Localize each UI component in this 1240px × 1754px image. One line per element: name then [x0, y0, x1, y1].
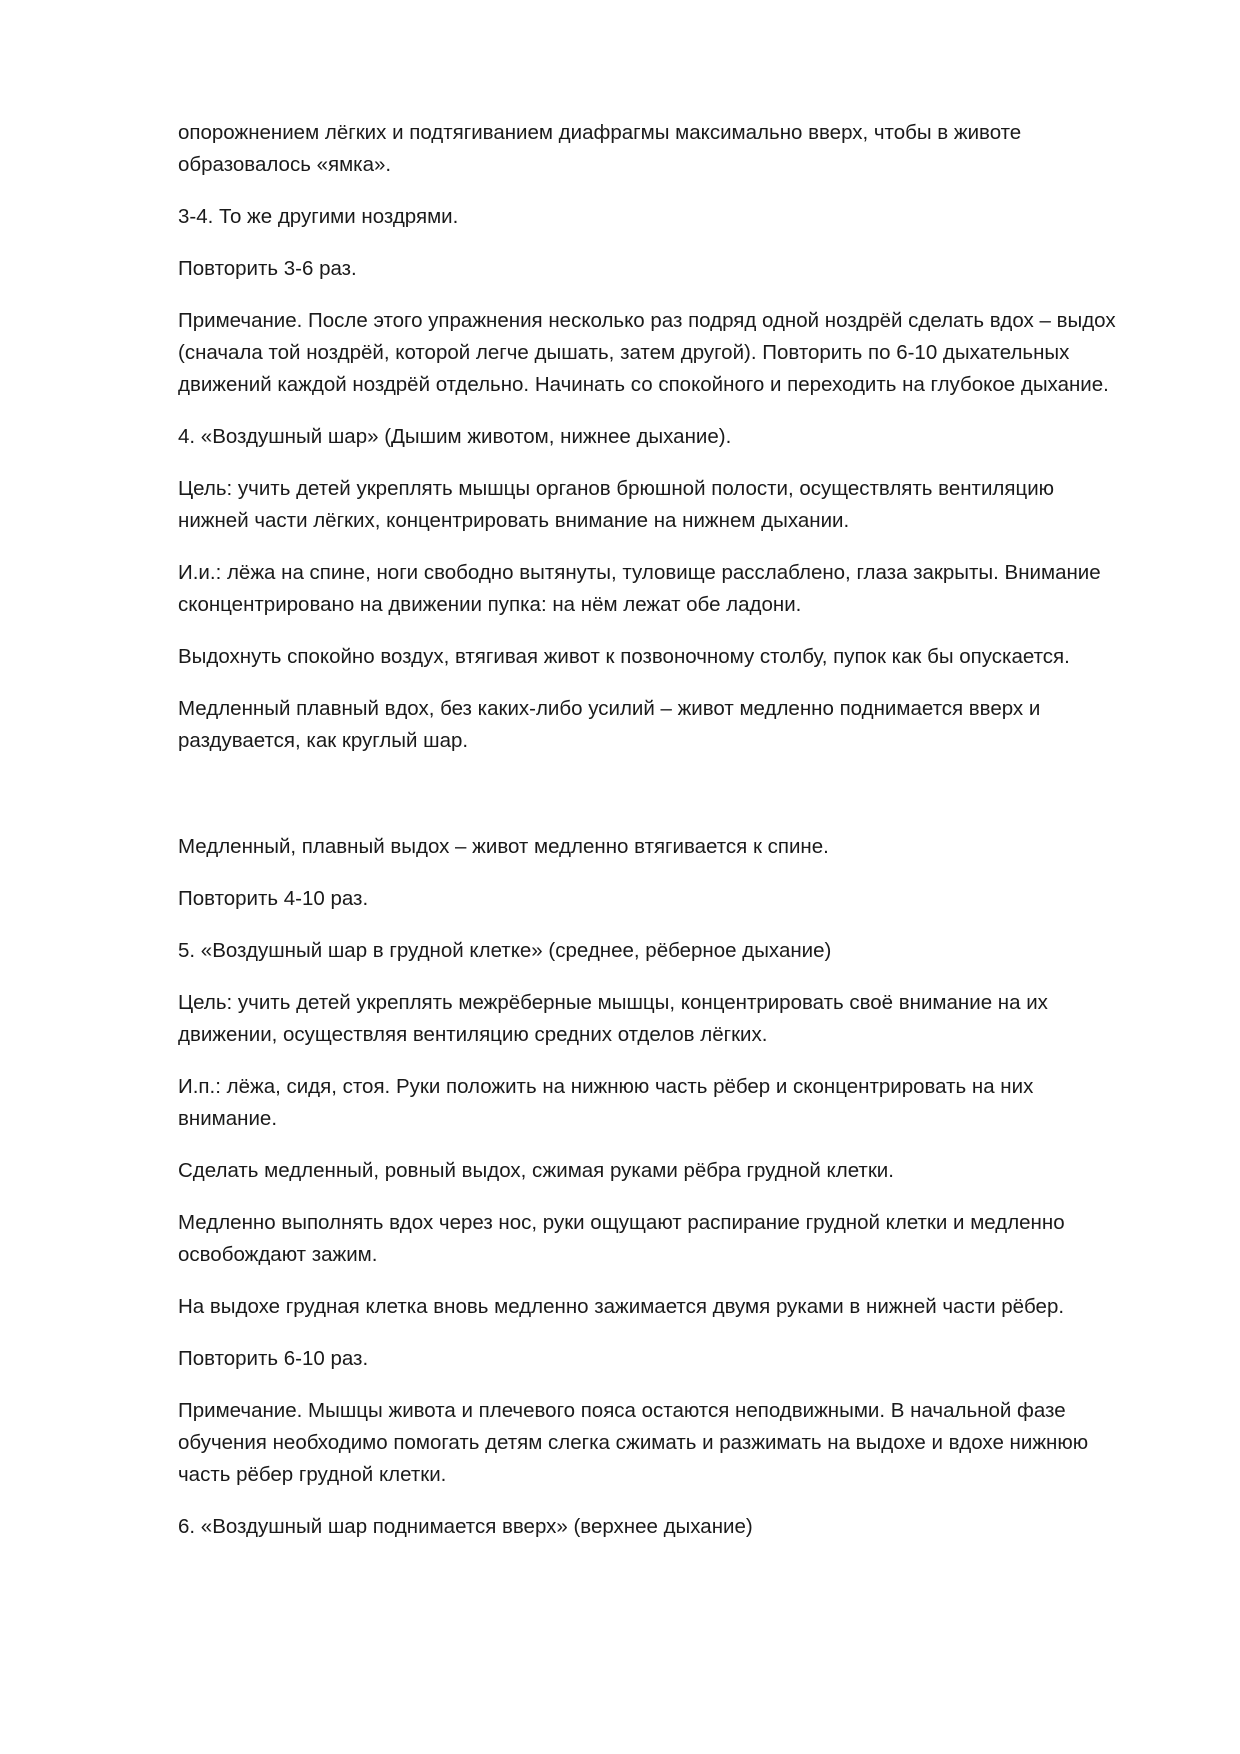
paragraph-19	[178, 1395, 1158, 1491]
paragraph-line: раздувается, как круглый шар.	[178, 729, 469, 752]
paragraph-20	[178, 1511, 1158, 1543]
paragraph-line: движений каждой ноздрёй отдельно. Начинать со спокойного и переходить на глубокое дыхание.	[178, 373, 1109, 396]
paragraph-7	[178, 557, 1158, 621]
paragraph-2	[178, 201, 1158, 233]
paragraph-17	[178, 1291, 1158, 1323]
paragraph-3	[178, 253, 1158, 285]
paragraph-line: Повторить 3-6 раз.	[178, 257, 357, 280]
paragraph-line: движении, осуществляя вентиляцию средних отделов лёгких.	[178, 1023, 768, 1046]
paragraph-14	[178, 1071, 1158, 1135]
paragraph-line: Выдохнуть спокойно воздух, втягивая живот к позвоночному столбу, пупок как бы опускается.	[178, 645, 1070, 668]
paragraph-line: Цель: учить детей укреплять мышцы органов брюшной полости, осуществлять вентиляцию	[178, 477, 1055, 500]
paragraph-line: нижней части лёгких, концентрировать внимание на нижнем дыхании.	[178, 509, 850, 532]
paragraph-line: Примечание. Мышцы живота и плечевого пояса остаются неподвижными. В начальной фазе	[178, 1399, 1066, 1422]
paragraph-line: И.и.: лёжа на спине, ноги свободно вытянуты, туловище расслаблено, глаза закрыты. Внимание	[178, 561, 1101, 584]
paragraph-line: обучения необходимо помогать детям слегка сжимать и разжимать на выдохе и вдохе нижнюю	[178, 1431, 1089, 1454]
paragraph-line: образовалось «ямка».	[178, 153, 392, 176]
paragraph-6	[178, 473, 1158, 537]
paragraph-line: Цель: учить детей укреплять межрёберные мышцы, концентрировать своё внимание на их	[178, 991, 1048, 1014]
paragraph-11	[178, 883, 1158, 915]
paragraph-15	[178, 1155, 1158, 1187]
paragraph-line: освобождают зажим.	[178, 1243, 378, 1266]
paragraph-line: И.п.: лёжа, сидя, стоя. Руки положить на нижнюю часть рёбер и сконцентрировать на них	[178, 1075, 1034, 1098]
paragraph-12	[178, 935, 1158, 967]
paragraph-18	[178, 1343, 1158, 1375]
paragraph-line: Медленный плавный вдох, без каких-либо усилий – живот медленно поднимается вверх и	[178, 697, 1041, 720]
paragraph-line: 4. «Воздушный шар» (Дышим животом, нижнее дыхание).	[178, 425, 732, 448]
paragraph-line: Повторить 6-10 раз.	[178, 1347, 369, 1370]
paragraph-line: На выдохе грудная клетка вновь медленно зажимается двумя руками в нижней части рёбер.	[178, 1295, 1065, 1318]
paragraph-8	[178, 641, 1158, 673]
paragraph-line: 6. «Воздушный шар поднимается вверх» (верхнее дыхание)	[178, 1515, 753, 1538]
blank-space	[178, 777, 1158, 831]
paragraph-line: Медленный, плавный выдох – живот медленно втягивается к спине.	[178, 835, 829, 858]
paragraph-10	[178, 831, 1158, 863]
paragraph-line: сконцентрировано на движении пупка: на нём лежат обе ладони.	[178, 593, 802, 616]
paragraph-line: опорожнением лёгких и подтягиванием диафрагмы максимально вверх, чтобы в животе	[178, 121, 1022, 144]
paragraph-line: 3-4. То же другими ноздрями.	[178, 205, 459, 228]
paragraph-4	[178, 305, 1158, 401]
paragraph-line: внимание.	[178, 1107, 278, 1130]
paragraph-line: Сделать медленный, ровный выдох, сжимая руками рёбра грудной клетки.	[178, 1159, 894, 1182]
paragraph-line: Повторить 4-10 раз.	[178, 887, 369, 910]
paragraph-5	[178, 421, 1158, 453]
paragraph-16	[178, 1207, 1158, 1271]
document-body	[178, 117, 1158, 1563]
paragraph-9	[178, 693, 1158, 757]
paragraph-13	[178, 987, 1158, 1051]
paragraph-line: Медленно выполнять вдох через нос, руки ощущают распирание грудной клетки и медленно	[178, 1211, 1065, 1234]
paragraph-1	[178, 117, 1158, 181]
paragraph-line: часть рёбер грудной клетки.	[178, 1463, 447, 1486]
paragraph-line: (сначала той ноздрёй, которой легче дышать, затем другой). Повторить по 6-10 дыхательных	[178, 341, 1070, 364]
paragraph-line: 5. «Воздушный шар в грудной клетке» (среднее, рёберное дыхание)	[178, 939, 832, 962]
paragraph-line: Примечание. После этого упражнения несколько раз подряд одной ноздрёй сделать вдох – выдох	[178, 309, 1116, 332]
